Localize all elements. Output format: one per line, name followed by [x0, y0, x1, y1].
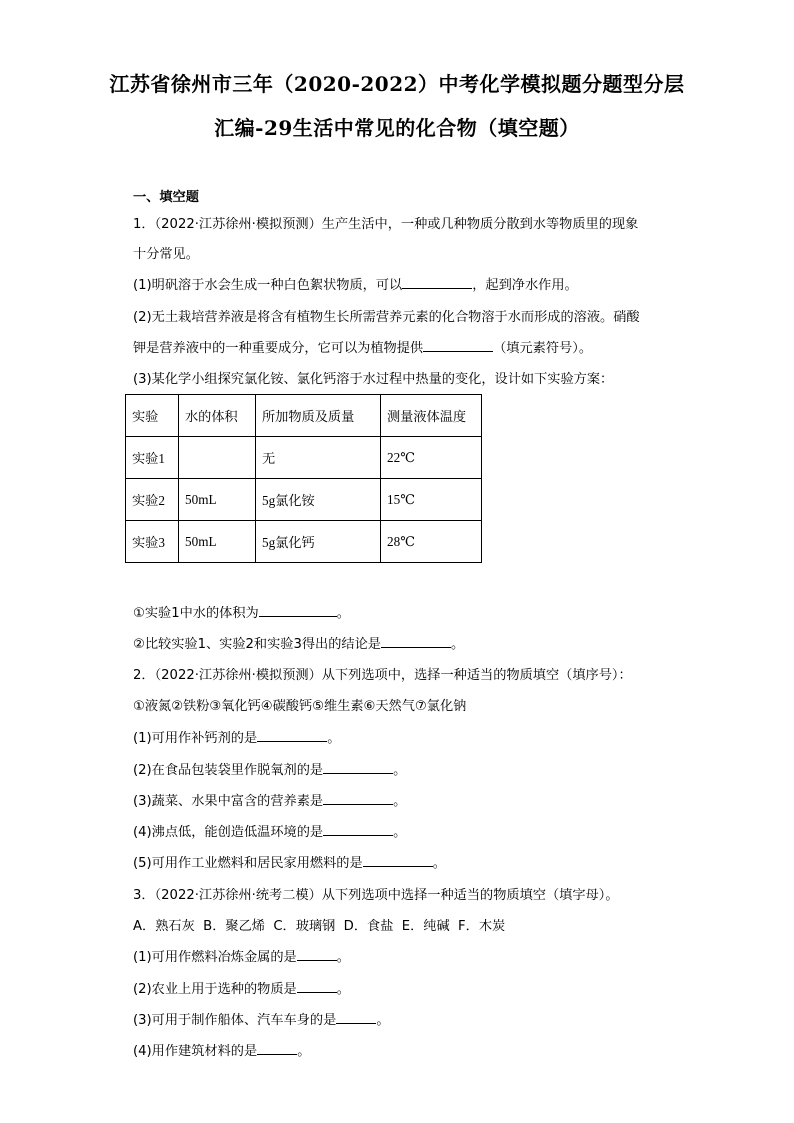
q2-item-tail: 。	[393, 825, 407, 840]
q2-item-text: (2)在食品包装袋里作脱氧剂的是	[133, 763, 324, 778]
answer-blank[interactable]	[257, 729, 327, 742]
answer-blank[interactable]	[323, 823, 393, 836]
q1-sub-1-tail: 。	[336, 606, 350, 621]
q1-stem-line-1: 1．（2022·江苏徐州·模拟预测）生产生活中，一种或几种物质分散到水等物质里的现象	[133, 217, 639, 232]
table-cell: 实验3	[126, 521, 179, 563]
q3-item-tail: 。	[376, 1013, 390, 1028]
q2-item-tail: 。	[327, 731, 341, 746]
section-heading: 一、填空题	[133, 190, 199, 205]
q1-part-3: (3)某化学小组探究氯化铵、氯化钙溶于水过程中热量的变化，设计如下实验方案：	[133, 372, 614, 387]
table-cell: 50mL	[179, 479, 256, 521]
q1-part-2-text: 钾是营养液中的一种重要成分，它可以为植物提供	[133, 341, 424, 356]
answer-blank[interactable]	[336, 1011, 376, 1024]
q1-sub-2	[133, 633, 464, 652]
q3-item	[133, 978, 350, 997]
q2-item-tail: 。	[393, 794, 407, 809]
q3-stem: 3．（2022·江苏徐州·统考二模）从下列选项中选择一种适当的物质填空（填字母）。	[133, 888, 619, 903]
q2-item-text: (5)可用作工业燃料和居民家用燃料的是	[133, 856, 363, 871]
table-cell: 实验2	[126, 479, 179, 521]
q3-item-tail: 。	[336, 982, 350, 997]
answer-blank[interactable]	[297, 948, 337, 961]
table-header-cell: 测量液体温度	[381, 395, 482, 437]
table-row	[126, 479, 482, 521]
table-cell: 5g氯化钙	[256, 521, 381, 563]
table-cell	[179, 437, 256, 479]
q3-item	[133, 1040, 310, 1059]
q1-part-1-text: (1)明矾溶于水会生成一种白色絮状物质，可以	[133, 278, 403, 293]
q2-item-text: (4)沸点低，能创造低温环境的是	[133, 825, 324, 840]
q3-item	[133, 946, 350, 965]
answer-blank[interactable]	[363, 854, 433, 867]
answer-blank[interactable]	[323, 761, 393, 774]
q2-item-text: (1)可用作补钙剂的是	[133, 731, 258, 746]
table-cell: 实验1	[126, 437, 179, 479]
q2-item-tail: 。	[432, 856, 446, 871]
q3-item-text: (4)用作建筑材料的是	[133, 1044, 258, 1059]
q2-item	[133, 790, 406, 809]
q1-part-2-line-1: (2)无土栽培营养液是将含有植物生长所需营养元素的化合物溶于水而形成的溶液。硝酸	[133, 310, 640, 325]
table-row	[126, 437, 482, 479]
q2-item	[133, 852, 446, 871]
table-row	[126, 521, 482, 563]
q2-item	[133, 821, 406, 840]
answer-blank[interactable]	[423, 339, 493, 352]
q2-stem: 2．（2022·江苏徐州·模拟预测）从下列选项中，选择一种适当的物质填空（填序号）：	[133, 668, 632, 683]
q1-part-2-tail: （填元素符号）。	[493, 341, 593, 356]
q3-item-text: (1)可用作燃料冶炼金属的是	[133, 950, 297, 965]
q2-item-text: (3)蔬菜、水果中富含的营养素是	[133, 794, 324, 809]
q2-item	[133, 727, 340, 746]
answer-blank[interactable]	[323, 792, 393, 805]
q3-options: A．熟石灰 B．聚乙烯 C．玻璃钢 D．食盐 E．纯碱 F．木炭	[133, 919, 506, 934]
table-cell: 22℃	[381, 437, 482, 479]
table-header-cell: 所加物质及质量	[256, 395, 381, 437]
q2-item	[133, 759, 406, 778]
q3-item	[133, 1009, 390, 1028]
answer-blank[interactable]	[402, 276, 472, 289]
q1-part-1	[133, 274, 578, 293]
document-title-line-2: 汇编-29生活中常见的化合物（填空题）	[214, 116, 580, 140]
q1-sub-2-text: ②比较实验1、实验2和实验3得出的结论是	[133, 637, 381, 652]
q2-options: ①液氮②铁粉③氧化钙④碳酸钙⑤维生素⑥天然气⑦氯化钠	[133, 699, 467, 714]
table-cell: 无	[256, 437, 381, 479]
answer-blank[interactable]	[259, 604, 337, 617]
q2-item-tail: 。	[393, 763, 407, 778]
q3-item-tail: 。	[297, 1044, 311, 1059]
table-header-cell: 实验	[126, 395, 179, 437]
table-header-cell: 水的体积	[179, 395, 256, 437]
document-title-line-1: 江苏省徐州市三年（2020-2022）中考化学模拟题分题型分层	[109, 72, 685, 96]
table-cell: 5g氯化铵	[256, 479, 381, 521]
answer-blank[interactable]	[297, 980, 337, 993]
q3-item-tail: 。	[336, 950, 350, 965]
table-cell: 15℃	[381, 479, 482, 521]
answer-blank[interactable]	[257, 1042, 297, 1055]
table-cell: 28℃	[381, 521, 482, 563]
answer-blank[interactable]	[381, 635, 451, 648]
experiment-table	[125, 394, 482, 563]
q1-part-2-line-2	[133, 337, 592, 356]
table-cell: 50mL	[179, 521, 256, 563]
q1-stem-line-2: 十分常见。	[133, 247, 199, 262]
q1-sub-2-tail: 。	[451, 637, 465, 652]
q3-item-text: (2)农业上用于选种的物质是	[133, 982, 297, 997]
table-header-row	[126, 395, 482, 437]
q1-part-1-tail: ，起到净水作用。	[472, 278, 578, 293]
q3-item-text: (3)可用于制作船体、汽车车身的是	[133, 1013, 337, 1028]
q1-sub-1	[133, 602, 350, 621]
q1-sub-1-text: ①实验1中水的体积为	[133, 606, 259, 621]
